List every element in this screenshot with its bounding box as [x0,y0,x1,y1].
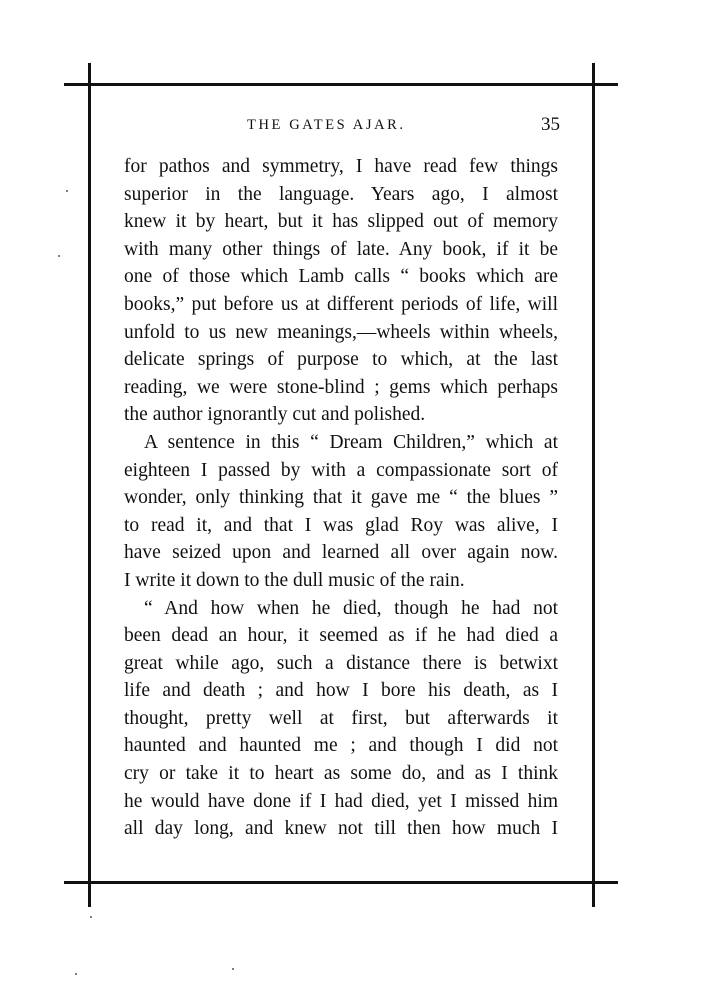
text-line: all day long, and knew not till then how much I [124,818,558,840]
paper-speck [58,255,60,257]
text-line: eighteen I passed by with a compassionate sort of [124,459,558,481]
left-border-rule [88,63,91,907]
running-head-title: THE GATES AJAR. [247,117,406,133]
paper-speck [66,190,68,192]
page-number: 35 [541,114,560,135]
text-line: thought, pretty well at first, but afterwards it [124,707,558,729]
top-border-rule [64,83,618,86]
body-text [124,153,558,843]
text-line: one of those which Lamb calls “ books which are [124,266,558,288]
text-line: with many other things of late. Any book, if it be [124,238,558,260]
paper-speck [75,973,77,975]
text-line: I write it down to the dull music of the rain. [124,569,465,591]
bottom-border-rule [64,881,618,884]
text-line: “ And how when he died, though he had not [144,597,558,619]
text-line: for pathos and symmetry, I have read few things [124,156,558,177]
text-line: superior in the language. Years ago, I almost [124,183,558,205]
text-line: A sentence in this “ Dream Children,” which at [144,431,558,453]
text-line: been dead an hour, it seemed as if he had died a [124,625,558,647]
paper-speck [232,968,234,970]
text-line: unfold to us new meanings,—wheels within wheels, [124,321,558,343]
text-line: life and death ; and how I bore his death, as I [124,680,558,702]
text-line: have seized upon and learned all over again now. [124,542,558,564]
text-line: reading, we were stone-blind ; gems which perhaps [124,376,558,398]
text-line: great while ago, such a distance there is betwixt [124,652,558,674]
text-line: knew it by heart, but it has slipped out of memory [124,211,558,233]
text-line: cry or take it to heart as some do, and as I think [124,763,558,785]
text-line: haunted and haunted me ; and though I did not [124,735,558,757]
paper-speck [90,916,92,918]
text-line: to read it, and that I was glad Roy was alive, I [124,514,558,536]
text-line: the author ignorantly cut and polished. [124,404,426,426]
text-line: he would have done if I had died, yet I missed him [124,790,558,812]
text-line: wonder, only thinking that it gave me “ the blues ” [124,487,558,509]
text-line: delicate springs of purpose to which, at the last [124,349,558,371]
right-border-rule [592,63,595,907]
text-line: books,” put before us at different periods of life, will [124,293,558,315]
